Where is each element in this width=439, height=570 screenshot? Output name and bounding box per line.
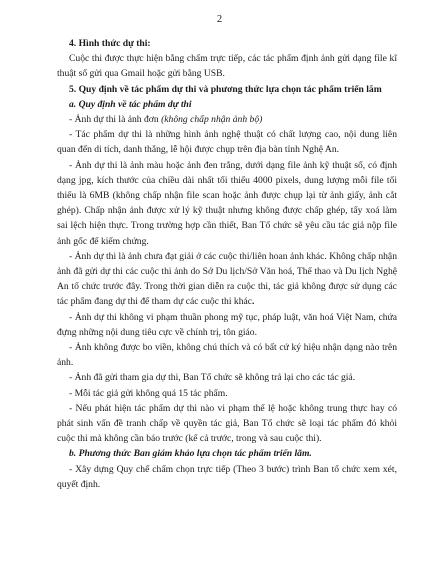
paragraph-note: (không chấp nhận ảnh bộ) bbox=[161, 114, 263, 126]
paragraph-max-entries: - Mỗi tác giả gửi không quá 15 tác phẩm. bbox=[69, 387, 228, 399]
section-5-heading: 5. Quy định về tác phẩm dự thi và phương thức lựa chọn tác phẩm triển lãm bbox=[69, 83, 382, 95]
page-number: 2 bbox=[216, 14, 223, 25]
document-body bbox=[57, 36, 397, 492]
paragraph-prior-awards bbox=[57, 249, 397, 310]
subsection-a-heading: a. Quy định về tác phẩm dự thi bbox=[69, 98, 192, 110]
paragraph-text: - Ảnh dự thi là ảnh đơn bbox=[69, 114, 162, 126]
paragraph-no-borders: - Ảnh không được bo viền, không chú thích và có bất cứ ký hiệu nhận dạng nào trên ảnh. bbox=[57, 342, 397, 369]
paragraph-judging-rules: - Xây dựng Quy chế chấm chọn trực tiếp (Theo 3 bước) trình Ban tổ chức xem xét, quyết định. bbox=[57, 463, 397, 490]
paragraph-legal-compliance: - Ảnh dự thi không vi phạm thuần phong mỹ tục, pháp luật, văn hoá Việt Nam, chứa đựng những nội dung tiêu cực về chính trị, tôn giáo. bbox=[57, 311, 397, 338]
subsection-b-heading: b. Phương thức Ban giám khảo lựa chọn tác phẩm triển lãm. bbox=[69, 448, 312, 460]
paragraph-violations: - Nếu phát hiện tác phẩm dự thi nào vi phạm thể lệ hoặc không trung thực hay có phát sinh vấn đề tranh chấp về quyền tác giả, Ban Tổ chức sẽ loại tác phẩm đó khỏi cuộc thi mà không cần báo trước (kể cả trước, trong và sau cuộc thi). bbox=[57, 402, 397, 445]
paragraph-file-requirement: - Ảnh dự thi là ảnh màu hoặc ảnh đen trắng, dưới dạng file ảnh kỹ thuật số, có định dạng jpg, kích thước của chiều dài nhất tối thiểu 4000 pixels, dung lượng mỗi file tối thiểu là 6MB (không chấp nhận file scan hoặc ảnh được chụp lại từ ảnh giấy, ảnh cắt ghép). Chấp nhận ảnh được xử lý kỹ thuật nhưng không được chấp ghép, tẩy xoá làm sai lệch hiện thực. Trong trường hợp cần thiết, Ban Tổ chức sẽ yêu cầu tác giả nộp file ảnh gốc để kiểm chứng. bbox=[57, 159, 397, 247]
paragraph-single-photo bbox=[57, 112, 397, 127]
paragraph-content-requirement: - Tác phẩm dự thi là những hình ảnh nghệ thuật có chất lượng cao, nội dung liên quan đến di tích, danh thắng, lễ hội được chụp trên địa bàn tỉnh Nghệ An. bbox=[57, 129, 397, 156]
section-4-text: Cuộc thi được thực hiện bằng chấm trực tiếp, các tác phẩm định ảnh gửi dạng file kĩ thuật số gửi qua Gmail hoặc gửi bằng USB. bbox=[57, 53, 397, 80]
paragraph-text: - Ảnh dự thi là ảnh chưa đạt giải ở các cuộc thi/liên hoan ảnh khác. Không chấp nhận ảnh đã gửi dự thi các cuộc thi ảnh do Sở Du lịch/Sở Văn hoá, Thể thao và Du lịch Nghệ An tổ chức trước đây. Trong thời gian diễn ra cuộc thi, tác giả không được sử dụng các tác phẩm đang dự thi để tham dự các cuộc thi khác bbox=[57, 250, 397, 308]
section-4-heading: 4. Hình thức dự thi: bbox=[69, 38, 151, 49]
paragraph-no-return: - Ảnh đã gửi tham gia dự thi, Ban Tổ chức sẽ không trả lại cho các tác giả. bbox=[69, 372, 356, 384]
paragraph-end-mark: . bbox=[252, 296, 255, 308]
